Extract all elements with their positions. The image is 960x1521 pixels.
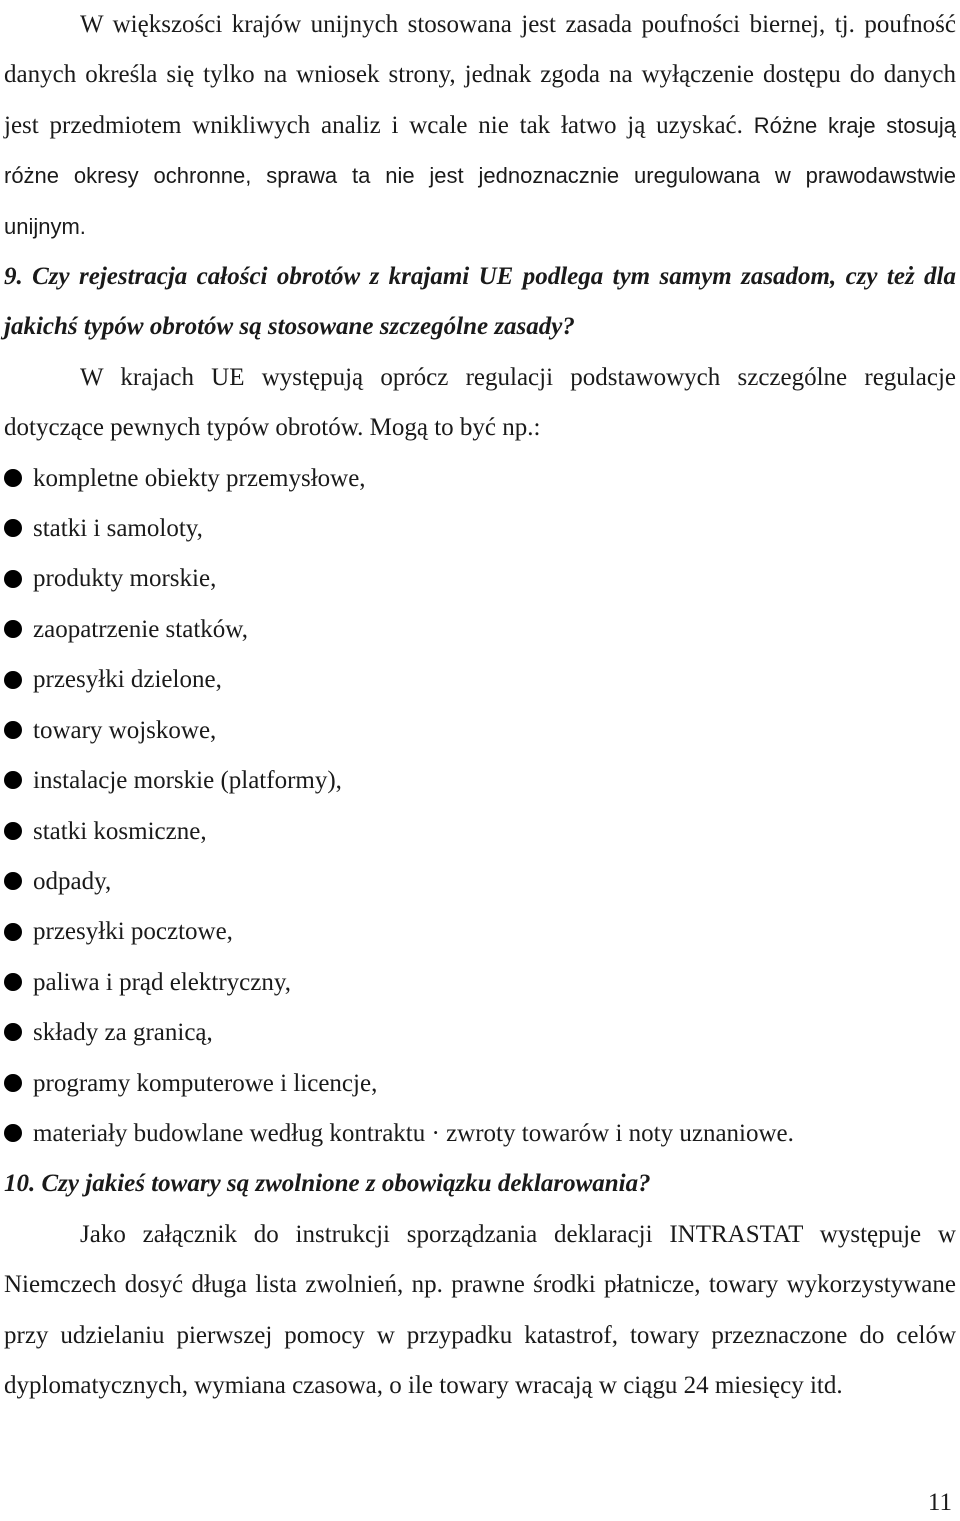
bullet-icon — [4, 1023, 22, 1041]
paragraph-poufnosc — [4, 0, 956, 252]
list-item — [4, 756, 956, 806]
paragraph-regulacje: W krajach UE występują oprócz regulacji podstawowych szczególne regulacje dotyczące pewnych typów obrotów. Mogą to być np.: — [4, 363, 956, 442]
list-item-text: statki kosmiczne, — [33, 817, 207, 845]
bullet-icon — [4, 519, 22, 537]
list-item-text: towary wojskowe, — [33, 716, 217, 744]
list-item-text: kompletne obiekty przemysłowe, — [33, 464, 366, 492]
bullet-icon — [4, 570, 22, 588]
list-item-text: przesyłki dzielone, — [33, 666, 222, 694]
list-item-text: paliwa i prąd elektryczny, — [33, 968, 291, 996]
document-page — [4, 0, 956, 1411]
bullet-icon — [4, 872, 22, 890]
list-item — [4, 605, 956, 655]
list-item — [4, 706, 956, 756]
list-item-text: statki i samoloty, — [33, 515, 203, 543]
bullet-icon — [4, 1074, 22, 1092]
question-10-heading: 10. Czy jakieś towary są zwolnione z obowiązku deklarowania? — [4, 1170, 651, 1198]
question-9-heading: 9. Czy rejestracja całości obrotów z krajami UE podlega tym samym zasadom, czy też dla jakichś typów obrotów są stosowane szczególne zasady? — [4, 263, 956, 341]
page-number: 11 — [927, 1489, 952, 1516]
list-item-text: materiały budowlane według kontraktu · zwroty towarów i noty uznaniowe. — [33, 1119, 794, 1147]
list-item — [4, 807, 956, 857]
bullet-icon — [4, 1124, 22, 1142]
list-item-text: odpady, — [33, 867, 112, 895]
bullet-icon — [4, 469, 22, 487]
list-item-text: programy komputerowe i licencje, — [33, 1069, 378, 1097]
list-item-text: przesyłki pocztowe, — [33, 918, 233, 946]
bullet-icon — [4, 923, 22, 941]
list-item-text: składy za granicą, — [33, 1019, 213, 1047]
list-item — [4, 454, 956, 504]
bullet-icon — [4, 671, 22, 689]
list-item-text: produkty morskie, — [33, 565, 217, 593]
bullet-icon — [4, 771, 22, 789]
list-item-text: instalacje morskie (platformy), — [33, 767, 342, 795]
bullet-list — [4, 454, 956, 1160]
list-item — [4, 504, 956, 554]
list-item — [4, 958, 956, 1008]
paragraph-poufnosc-serif-part: W większości krajów unijnych stosowana jest zasada poufności biernej, tj. poufność danych określa się tylko na wniosek strony, jednak zgoda na wyłączenie dostępu do danych jest przedmiotem wnikliwych analiz i wcale nie tak łatwo ją uzyskać. — [4, 11, 956, 139]
list-item — [4, 1008, 956, 1058]
bullet-icon — [4, 721, 22, 739]
bullet-icon — [4, 822, 22, 840]
list-item — [4, 554, 956, 604]
list-item — [4, 1059, 956, 1109]
list-item — [4, 1109, 956, 1159]
list-item — [4, 907, 956, 957]
paragraph-poufnosc-sans-part: Różne kraje stosują różne okresy ochronne, sprawa ta nie jest jednoznacznie uregulowana w prawodawstwie unijnym. — [4, 112, 956, 239]
paragraph-zwolnienia: Jako załącznik do instrukcji sporządzania deklaracji INTRASTAT występuje w Niemczech dosyć długa lista zwolnień, np. prawne środki płatnicze, towary wykorzystywane przy udzielaniu pierwszej pomocy w przypadku katastrof, towary przeznaczone do celów dyplomatycznych, wymiana czasowa, o ile towary wracają w ciągu 24 miesięcy itd. — [4, 1220, 956, 1399]
list-item — [4, 857, 956, 907]
bullet-icon — [4, 620, 22, 638]
list-item — [4, 655, 956, 705]
bullet-icon — [4, 973, 22, 991]
list-item-text: zaopatrzenie statków, — [33, 615, 248, 643]
